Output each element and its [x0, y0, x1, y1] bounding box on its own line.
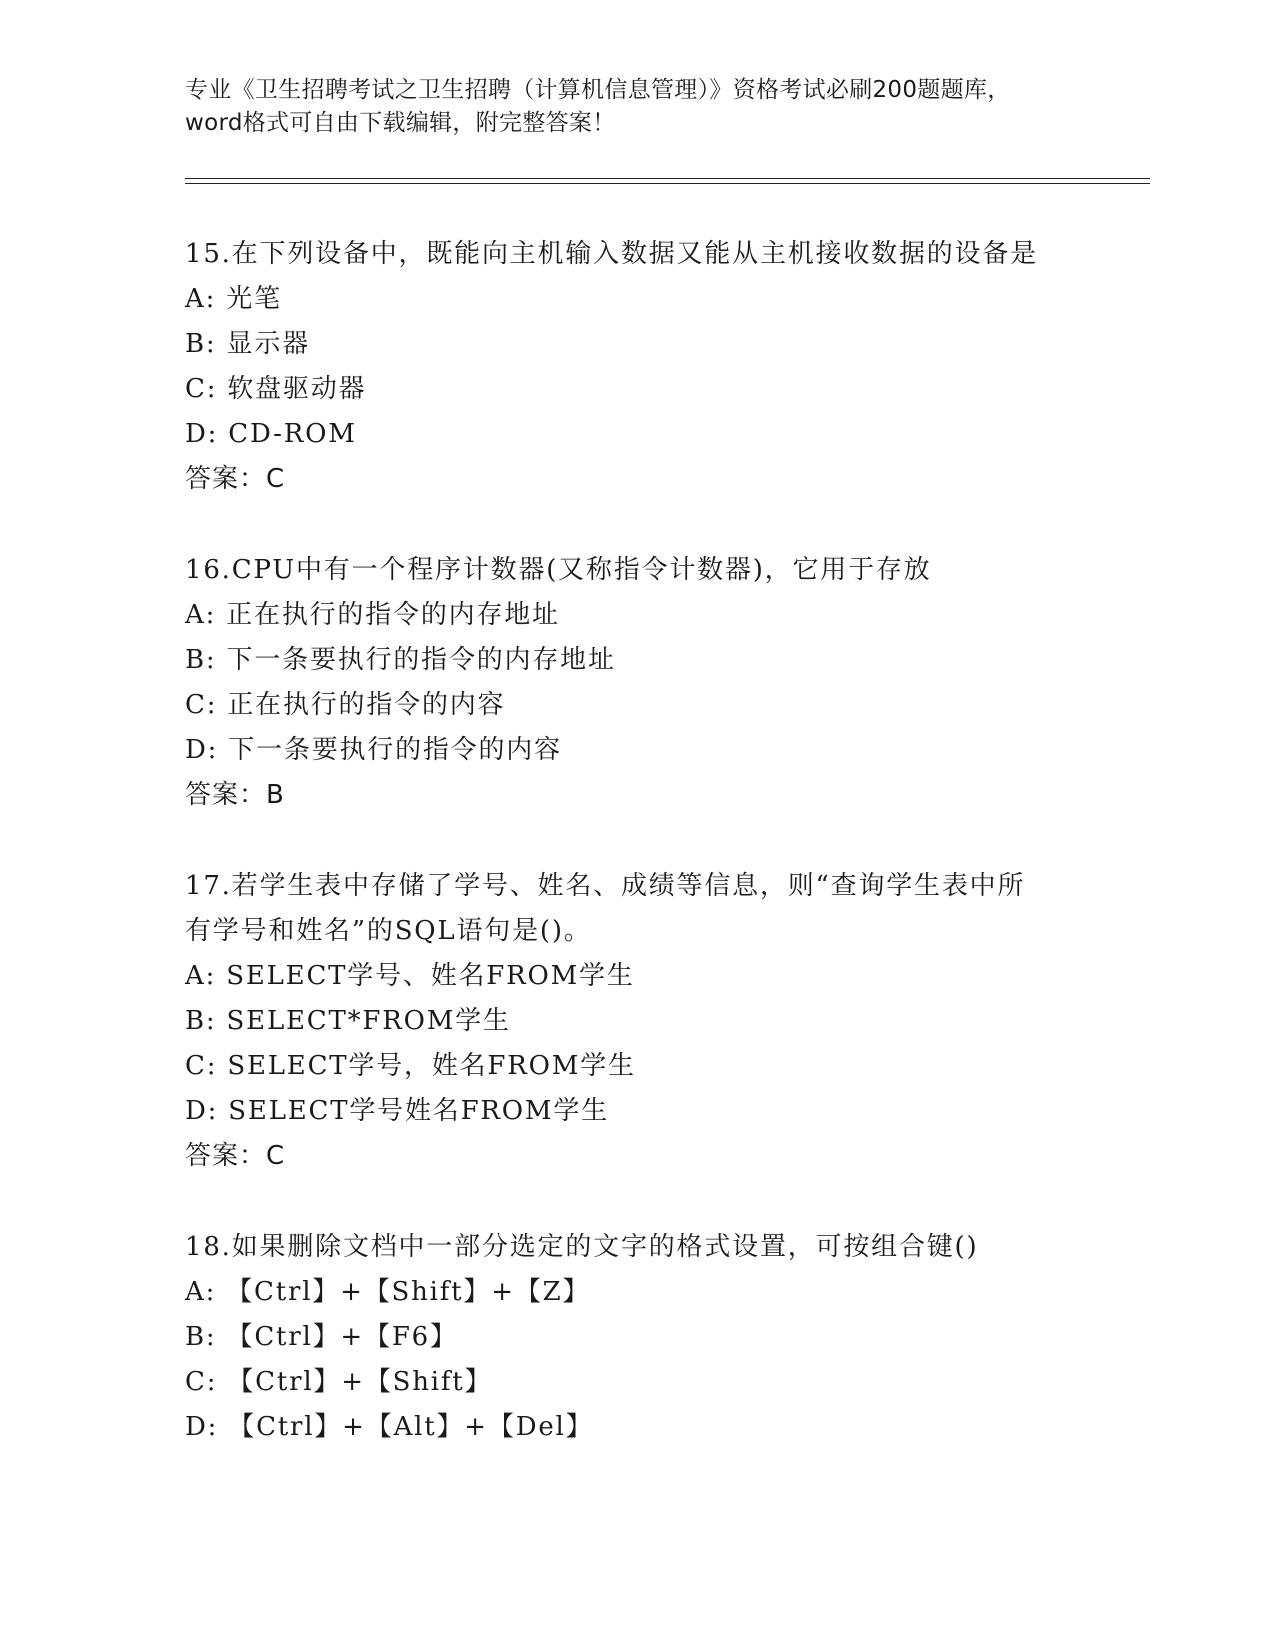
option-letter: A: [185, 961, 217, 991]
answer-option [185, 728, 1085, 773]
header-line-2: word格式可自由下载编辑，附完整答案！ [185, 110, 616, 136]
answer-option [185, 1315, 1085, 1360]
question-stem [185, 864, 1085, 954]
option-letter: D: [185, 419, 219, 449]
option-text: 下一条要执行的指令的内存地址 [226, 645, 616, 675]
header-line-1: 专业《卫生招聘考试之卫生招聘（计算机信息管理）》资格考试必刷200题题库， [185, 77, 1011, 103]
answer-option [185, 1270, 1085, 1315]
question-list [185, 232, 1085, 1496]
option-text: SELECT学号，姓名FROM学生 [227, 1051, 636, 1081]
option-text: 光笔 [226, 284, 282, 314]
answer-option [185, 638, 1085, 683]
option-text: 显示器 [226, 329, 310, 359]
question-block [185, 1225, 1085, 1450]
option-text: 下一条要执行的指令的内容 [228, 735, 562, 765]
option-text: 【Ctrl】+【F6】 [226, 1322, 458, 1352]
question-stem-line: 16.CPU中有一个程序计数器(又称指令计数器)，它用于存放 [185, 555, 932, 585]
option-letter: A: [185, 284, 217, 314]
answer-key: 答案：B [185, 780, 285, 810]
question-stem-line: 18.如果删除文档中一部分选定的文字的格式设置，可按组合键() [185, 1232, 979, 1262]
answer-option [185, 1044, 1085, 1089]
option-text: 【Ctrl】+【Alt】+【Del】 [228, 1412, 594, 1442]
option-letter: A: [185, 600, 217, 630]
answer-option [185, 322, 1085, 367]
answer-key: 答案：C [185, 1141, 286, 1171]
answer-option [185, 1405, 1085, 1450]
answer-option [185, 1360, 1085, 1405]
answer-key: 答案：C [185, 464, 286, 494]
option-letter: C: [185, 1051, 218, 1081]
answer-option [185, 593, 1085, 638]
question-block [185, 864, 1085, 1179]
answer-option [185, 277, 1085, 322]
option-letter: C: [185, 374, 218, 404]
option-text: 正在执行的指令的内存地址 [226, 600, 560, 630]
answer-option [185, 1089, 1085, 1134]
question-stem-line: 有学号和姓名”的SQL语句是()。 [185, 916, 592, 946]
question-block [185, 548, 1085, 818]
option-text: CD-ROM [228, 419, 357, 449]
option-letter: D: [185, 735, 219, 765]
document-header [185, 74, 1105, 140]
answer-option [185, 999, 1085, 1044]
option-letter: C: [185, 1367, 218, 1397]
option-letter: D: [185, 1412, 219, 1442]
question-block [185, 232, 1085, 502]
option-letter: A: [185, 1277, 217, 1307]
option-letter: D: [185, 1096, 219, 1126]
option-letter: B: [185, 1006, 217, 1036]
option-letter: B: [185, 1322, 217, 1352]
answer-option [185, 954, 1085, 999]
option-text: SELECT学号、姓名FROM学生 [226, 961, 635, 991]
option-text: 软盘驱动器 [227, 374, 367, 404]
header-rule-top [185, 178, 1150, 179]
option-letter: B: [185, 329, 217, 359]
answer-option [185, 683, 1085, 728]
question-stem-line: 17.若学生表中存储了学号、姓名、成绩等信息，则“查询学生表中所 [185, 871, 1026, 901]
question-stem [185, 548, 1085, 593]
question-stem [185, 1225, 1085, 1270]
option-text: SELECT*FROM学生 [226, 1006, 511, 1036]
option-letter: C: [185, 690, 218, 720]
option-text: SELECT学号姓名FROM学生 [228, 1096, 609, 1126]
option-letter: B: [185, 645, 217, 675]
option-text: 【Ctrl】+【Shift】+【Z】 [226, 1277, 591, 1307]
answer-option [185, 367, 1085, 412]
question-stem [185, 232, 1085, 277]
option-text: 【Ctrl】+【Shift】 [227, 1367, 493, 1397]
header-rule-bottom [185, 183, 1150, 184]
option-text: 正在执行的指令的内容 [227, 690, 506, 720]
answer-option [185, 412, 1085, 457]
question-stem-line: 15.在下列设备中，既能向主机输入数据又能从主机接收数据的设备是 [185, 239, 1038, 269]
